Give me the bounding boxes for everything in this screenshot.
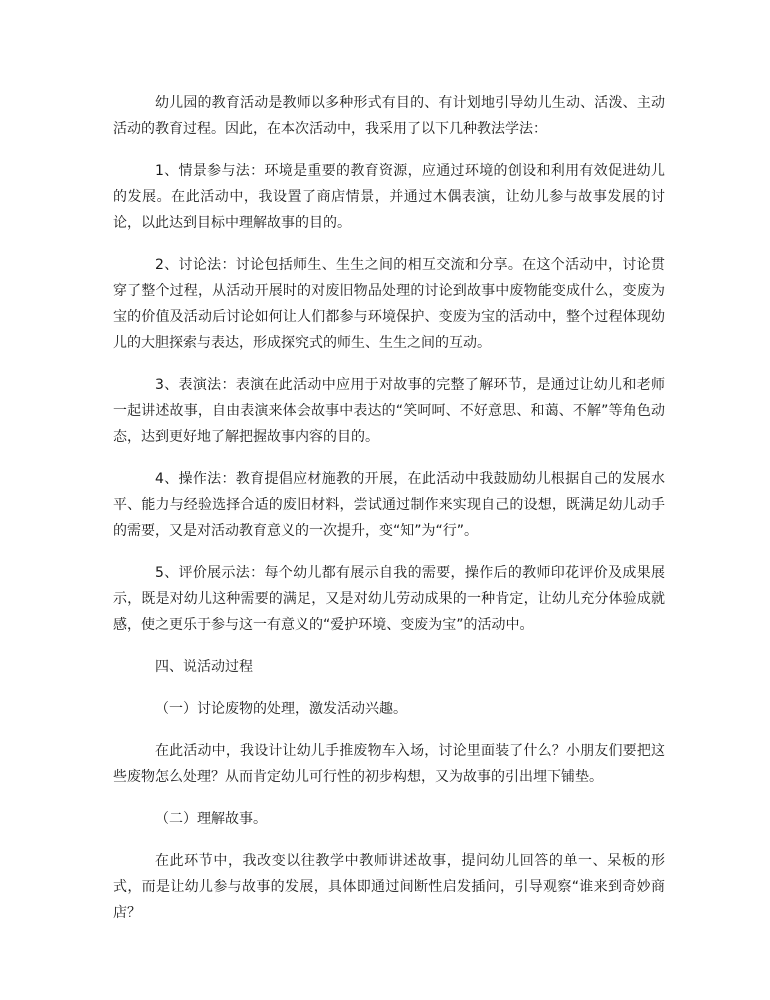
method-evaluation-paragraph: 5、评价展示法：每个幼儿都有展示自我的需要，操作后的教师印花评价及成果展示，既是对幼儿这种需要的满足，又是对幼儿劳动成果的一种肯定，让幼儿充分体验成就感，使之更乐于参与这一有意义的“爱护环境、变废为宝”的活动中。 [113, 565, 665, 633]
subsection-2-paragraph: 在此环节中，我改变以往教学中教师讲述故事，提问幼儿回答的单一、呆板的形式，而是让幼儿参与故事的发展，具体即通过间断性启发插问，引导观察“谁来到奇妙商店？ [113, 853, 665, 921]
section-heading: 四、说活动过程 [155, 659, 253, 675]
method-situation-paragraph: 1、情景参与法：环境是重要的教育资源，应通过环境的创设和利用有效促进幼儿的发展。在此活动中，我设置了商店情景，并通过木偶表演，让幼儿参与故事发展的讨论，以此达到目标中理解故事的目的。 [113, 163, 665, 231]
document-body [113, 90, 665, 942]
subsection-1-paragraph: 在此活动中，我设计让幼儿手推废物车入场，讨论里面装了什么？小朋友们要把这些废物怎么处理？从而肯定幼儿可行性的初步构想，又为故事的引出埋下铺垫。 [113, 743, 665, 785]
method-discussion-paragraph: 2、讨论法：讨论包括师生、生生之间的相互交流和分享。在这个活动中，讨论贯穿了整个过程，从活动开展时的对废旧物品处理的讨论到故事中废物能变成什么，变废为宝的价值及活动后讨论如何让人们都参与环境保护、变废为宝的活动中，整个过程体现幼儿的大胆探索与表达，形成探究式的师生、生生之间的互动。 [113, 257, 665, 351]
subsection-heading-2: （二）理解故事。 [155, 811, 267, 827]
subsection-heading-1: （一）讨论废物的处理，激发活动兴趣。 [155, 701, 407, 717]
method-performance-paragraph: 3、表演法：表演在此活动中应用于对故事的完整了解环节，是通过让幼儿和老师一起讲述故事，自由表演来体会故事中表达的“笑呵呵、不好意思、和蔼、不解”等角色动态，达到更好地了解把握故事内容的目的。 [113, 377, 665, 445]
method-operation-paragraph: 4、操作法：教育提倡应材施教的开展，在此活动中我鼓励幼儿根据自己的发展水平、能力与经验选择合适的废旧材料，尝试通过制作来实现自己的设想，既满足幼儿动手的需要，又是对活动教育意义的一次提升，变“知”为“行”。 [113, 471, 665, 539]
intro-paragraph: 幼儿园的教育活动是教师以多种形式有目的、有计划地引导幼儿生动、活泼、主动活动的教育过程。因此，在本次活动中，我采用了以下几种教法学法： [113, 95, 665, 137]
